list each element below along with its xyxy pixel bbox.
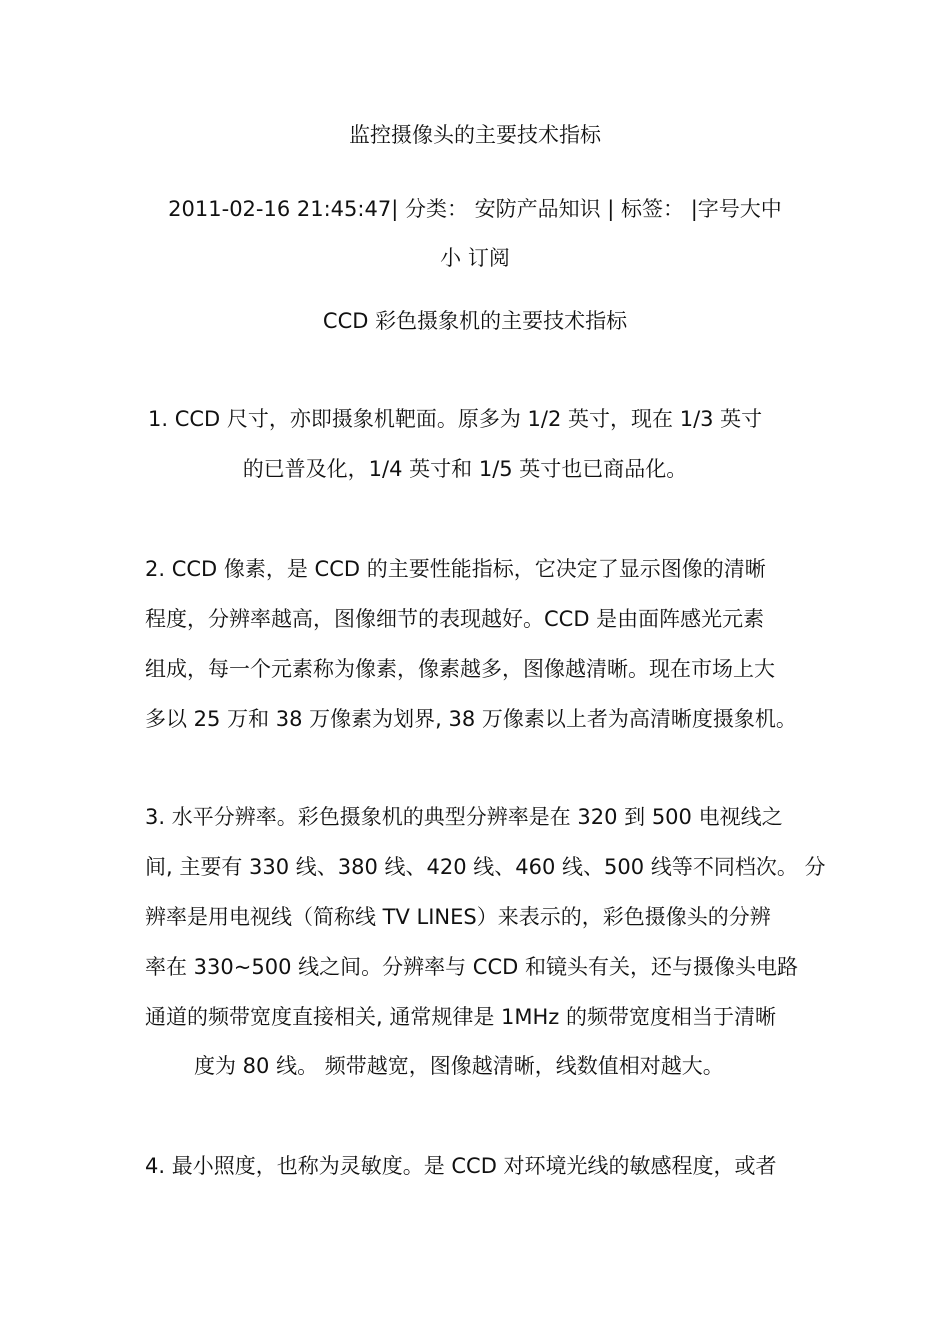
paragraph-3-line-3: 辨率是用电视线（简称线 TV LINES）来表示的，彩色摄像头的分辨 — [145, 905, 771, 929]
paragraph-3-line-1: 3. 水平分辨率。彩色摄象机的典型分辨率是在 320 到 500 电视线之 — [145, 805, 783, 829]
paragraph-3-line-4: 率在 330~500 线之间。分辨率与 CCD 和镜头有关，还与摄像头电路 — [145, 955, 798, 979]
paragraph-2-line-2: 程度，分辨率越高，图像细节的表现越好。CCD 是由面阵感光元素 — [145, 607, 765, 631]
paragraph-1-line-1: 1. CCD 尺寸，亦即摄象机靶面。原多为 1/2 英寸，现在 1/3 英寸 — [148, 407, 763, 431]
paragraph-1-line-2: 的已普及化，1/4 英寸和 1/5 英寸也已商品化。 — [242, 457, 688, 481]
paragraph-2-line-3: 组成，每一个元素称为像素，像素越多，图像越清晰。现在市场上大 — [145, 657, 775, 681]
paragraph-3-line-5: 通道的频带宽度直接相关, 通常规律是 1MHz 的频带宽度相当于清晰 — [145, 1005, 776, 1029]
paragraph-2-line-4: 多以 25 万和 38 万像素为划界, 38 万像素以上者为高清晰度摄象机。 — [145, 707, 797, 731]
paragraph-4-line-1: 4. 最小照度，也称为灵敏度。是 CCD 对环境光线的敏感程度，或者 — [145, 1154, 777, 1178]
post-meta-line-2: 小 订阅 — [440, 246, 510, 270]
section-subtitle: CCD 彩色摄象机的主要技术指标 — [322, 309, 628, 333]
post-meta-line-1: 2011-02-16 21:45:47| 分类： 安防产品知识 | 标签： |字号大中 — [168, 197, 782, 221]
paragraph-3-line-2: 间, 主要有 330 线、380 线、420 线、460 线、500 线等不同档次。 分 — [145, 855, 826, 879]
document-title: 监控摄像头的主要技术指标 — [349, 123, 601, 147]
paragraph-3-line-6: 度为 80 线。 频带越宽，图像越清晰，线数值相对越大。 — [194, 1054, 724, 1078]
paragraph-2-line-1: 2. CCD 像素，是 CCD 的主要性能指标，它决定了显示图像的清晰 — [145, 557, 766, 581]
